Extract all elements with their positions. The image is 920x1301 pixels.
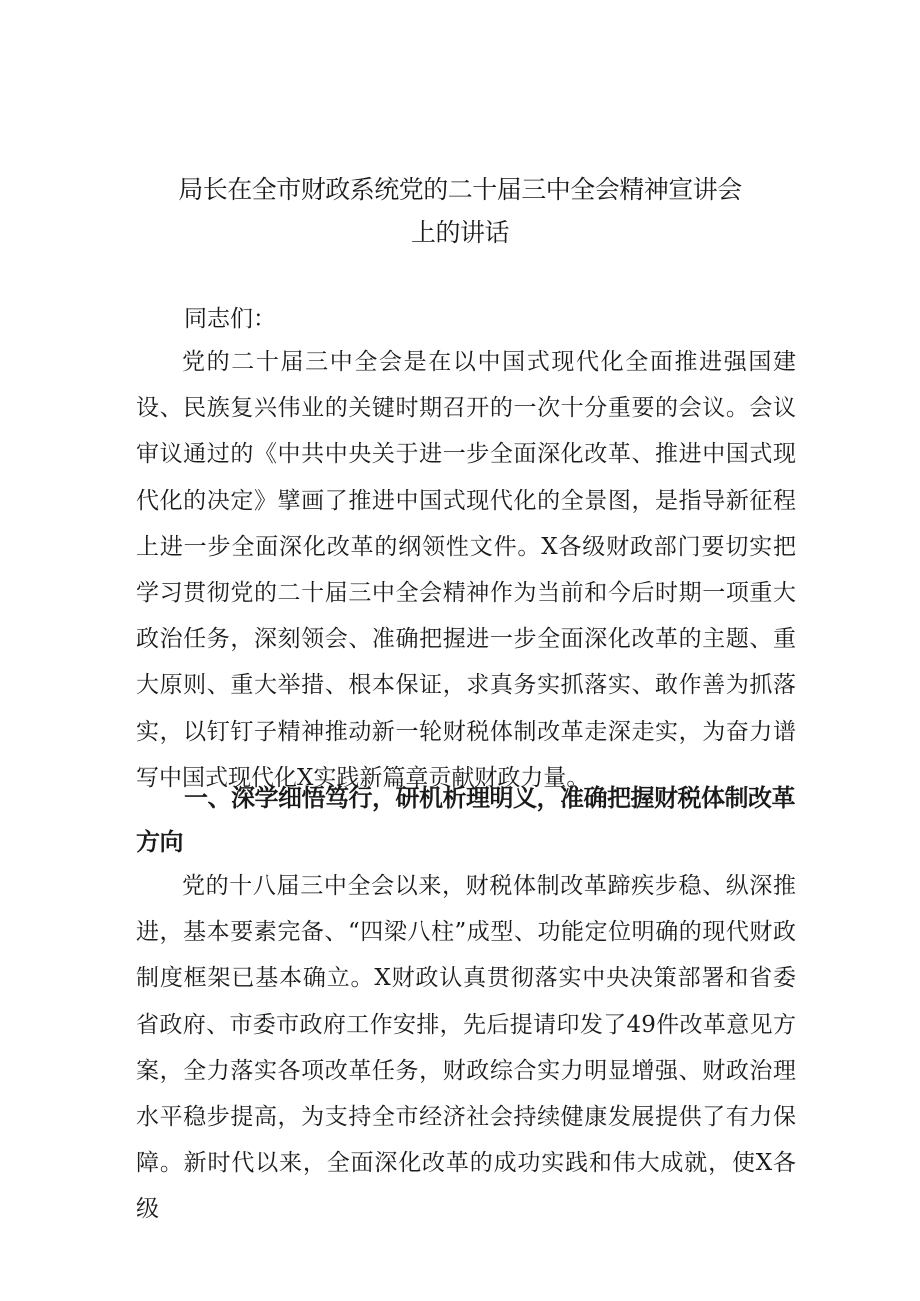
document-title-line-2: 上的讲话 (410, 218, 509, 247)
salutation: 同志们： (184, 306, 276, 332)
section-heading-1: 一、深学细悟笃行，研机析理明义，准确把握财税体制改革方向 (136, 784, 795, 856)
body-paragraph-1: 党的二十届三中全会是在以中国式现代化全面推进强国建设、民族复兴伟业的关键时期召开的一次十分重要的会议。会议审议通过的《中共中央关于进一步全面深化改革、推进中国式现代化的决定》擘画了推进中国式现代化的全景图，是指导新征程上进一步全面深化改革的纲领性文件。X各级财政部门要切实把学习贯彻党的二十届三中全会精神作为当前和今后时期一项重大政治任务，深刻领会、准确把握进一步全面深化改革的主题、重大原则、重大举措、根本保证，求真务实抓落实、敢作善为抓落实，以钉钉子精神推动新一轮财税体制改革走深走实，为奋力谱写中国式现代化X实践新篇章贡献财政力量。 (136, 349, 796, 791)
body-paragraph-2: 党的十八届三中全会以来，财税体制改革蹄疾步稳、纵深推进，基本要素完备、“四梁八柱”成型、功能定位明确的现代财政制度框架已基本确立。X财政认真贯彻落实中央决策部署和省委省政府、市委市政府工作安排，先后提请印发了49件改革意见方案，全力落实各项改革任务，财政综合实力明显增强、财政治理水平稳步提高，为支持全市经济社会持续健康发展提供了有力保障。新时代以来，全面深化改革的成功实践和伟大成就，使X各级 (136, 873, 796, 1223)
document-title-line-1: 局长在全市财政系统党的二十届三中全会精神宣讲会 (178, 175, 742, 204)
